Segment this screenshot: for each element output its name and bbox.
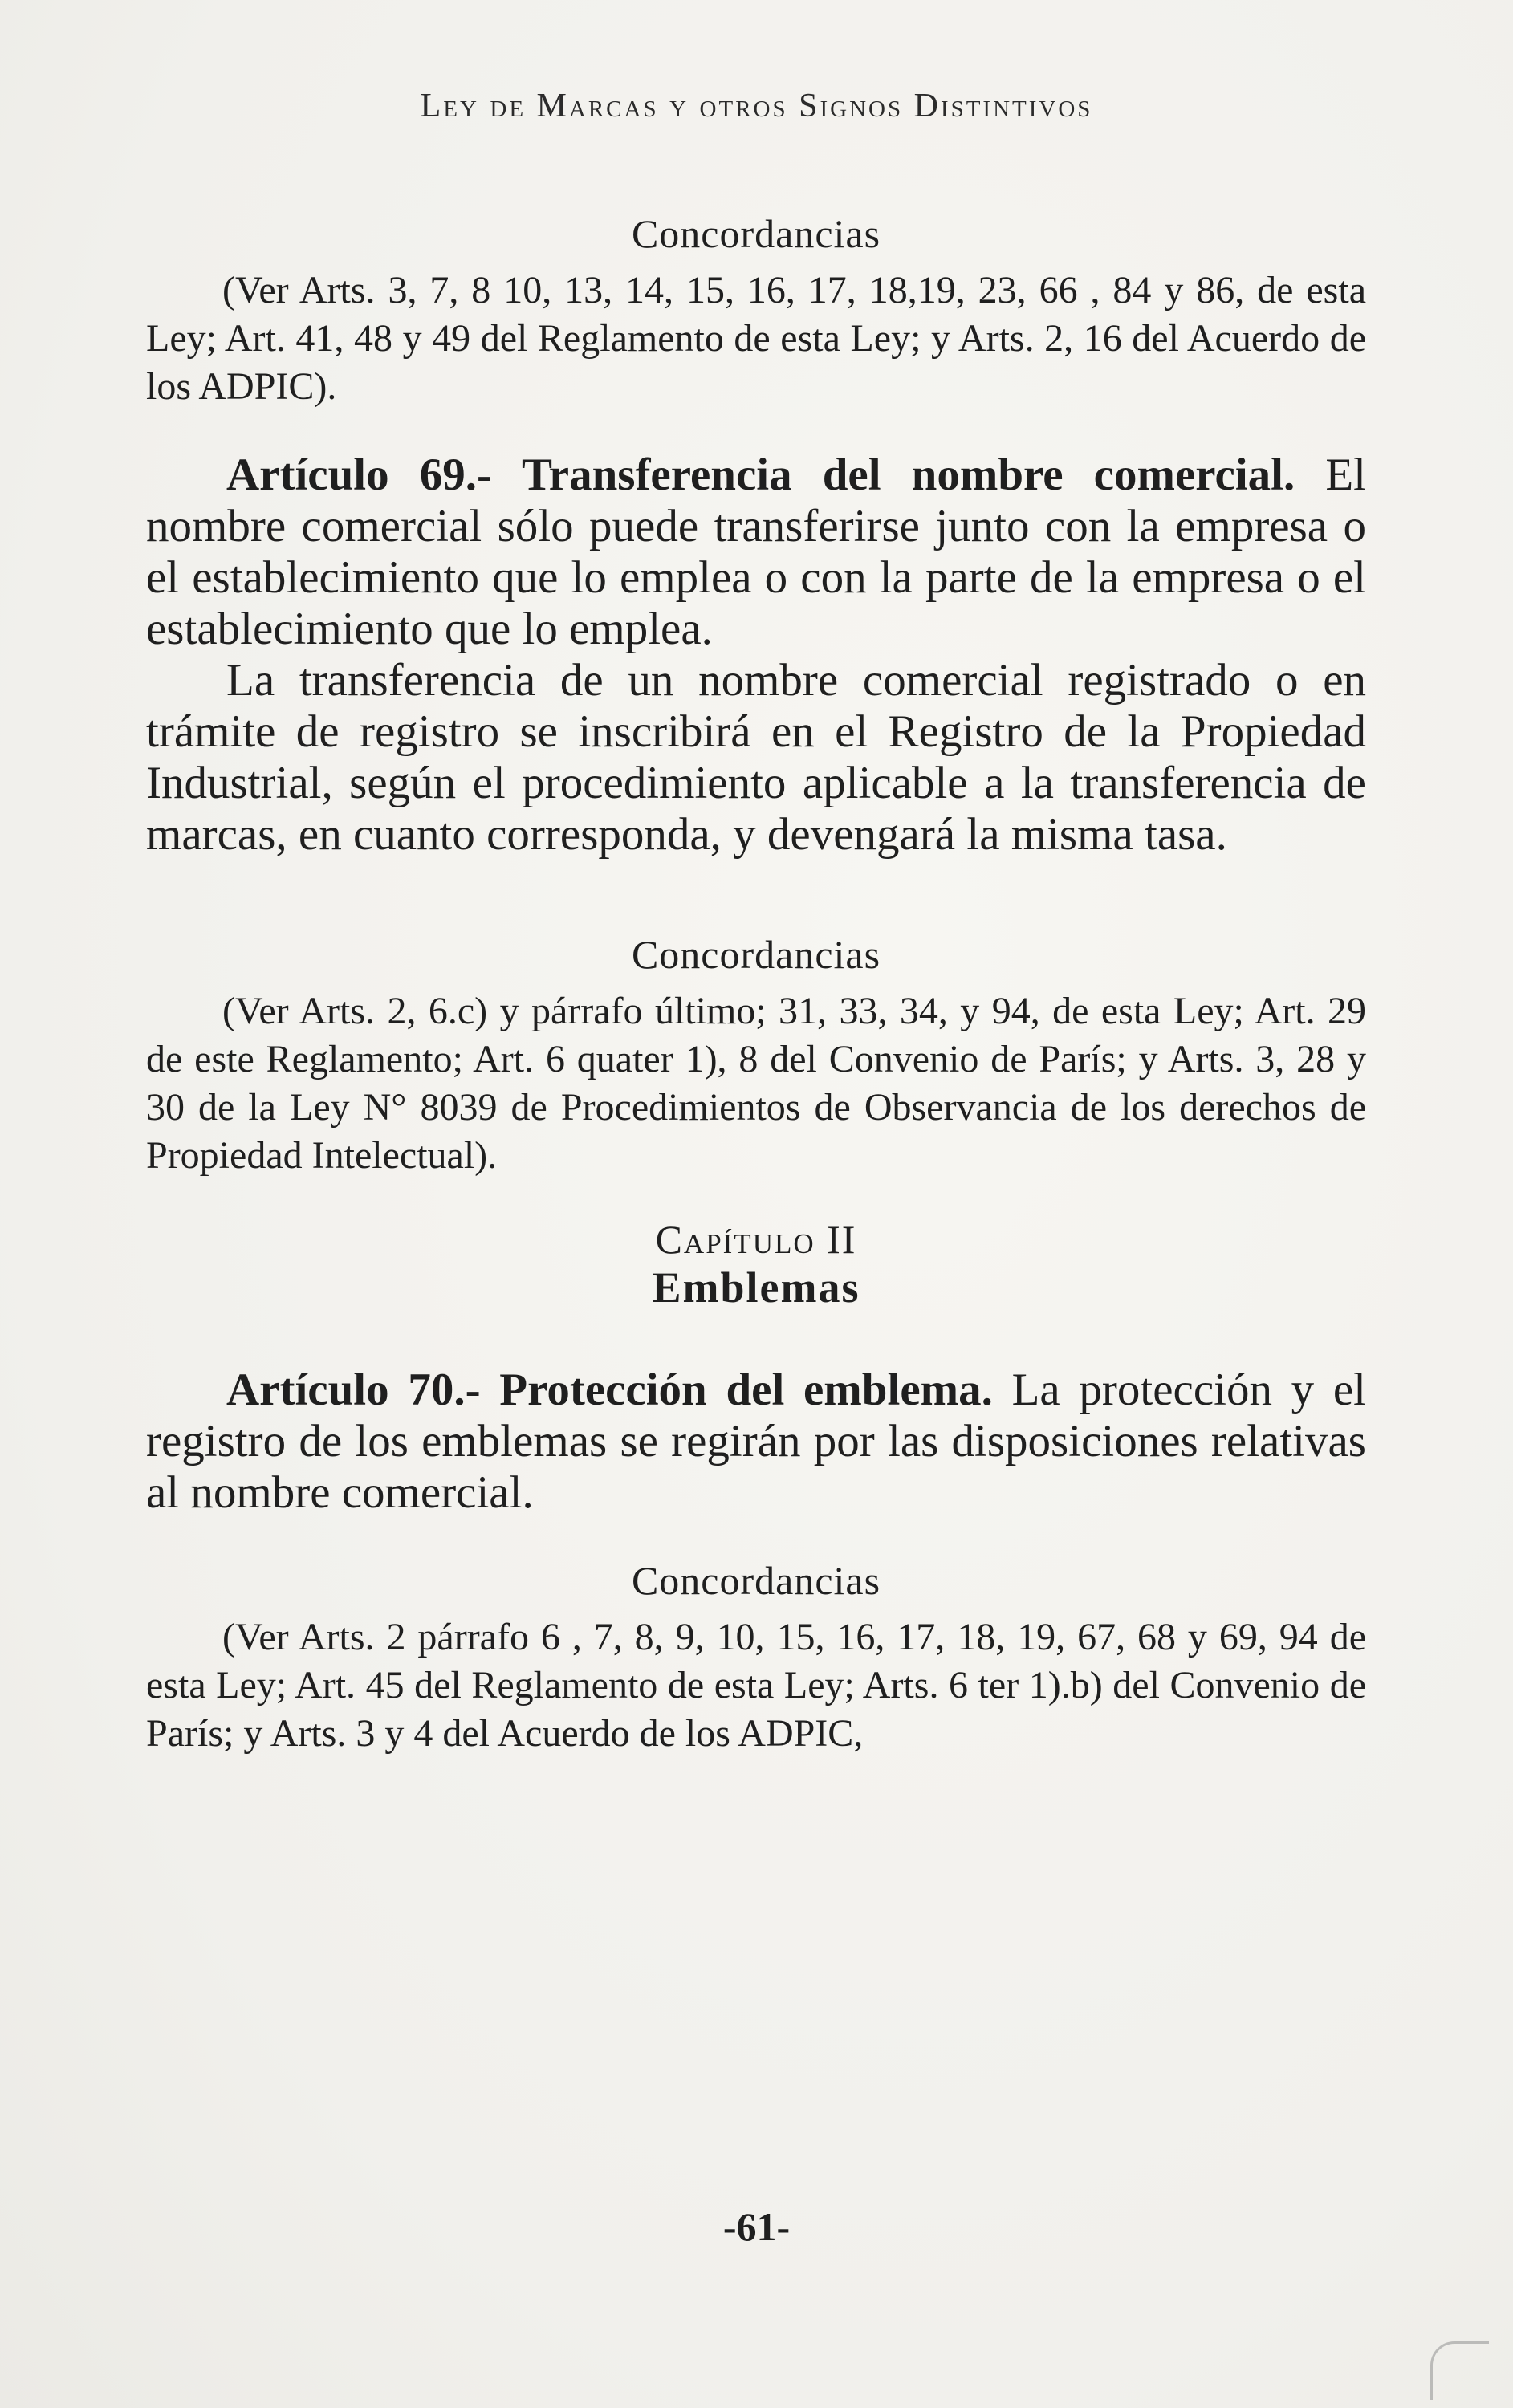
concordancias-title: Concordancias (631, 211, 881, 256)
article-69 (146, 449, 1366, 860)
article-69-paragraph-2: La transferencia de un nombre comercial registrado o en trámite de registro se inscribirá en el Registro de la Propiedad Industrial, según el procedimiento aplicable a la transferencia de marcas, en cuanto corresponda, y devengará la misma tasa. (146, 655, 1366, 860)
concordancias-body: (Ver Arts. 3, 7, 8 10, 13, 14, 15, 16, 17, 18,19, 23, 66 , 84 y 86, de esta Ley; Art. 41, 48 y 49 del Reglamento de esta Ley; y Arts. 2, 16 del Acuerdo de los ADPIC). (146, 269, 1366, 408)
chapter-label: Capítulo II (655, 1217, 857, 1262)
article-70-heading: Artículo 70.- Protección del emblema. (226, 1365, 993, 1415)
running-header: Ley de Marcas y otros Signos Distintivos (420, 87, 1093, 124)
page-corner-mark (1430, 2341, 1489, 2400)
concordancias-title: Concordancias (631, 932, 881, 977)
page-number: -61- (722, 2204, 791, 2249)
concordancias-title: Concordancias (631, 1558, 881, 1603)
chapter-heading (146, 1216, 1366, 1312)
article-70 (146, 1365, 1366, 1519)
article-69-paragraph-1 (146, 449, 1366, 655)
article-69-text-1: El nombre comercial sólo puede transferirse junto con la empresa o el establecimiento que lo emplea o con la parte de la empresa o el establecimiento que lo emplea. (146, 449, 1367, 654)
concordancias-body: (Ver Arts. 2, 6.c) y párrafo último; 31, 33, 34, y 94, de esta Ley; Art. 29 de este Reglamento; Art. 6 quater 1), 8 del Convenio de París; y Arts. 3, 28 y 30 de la Ley N° 8039 de Procedimientos de Observancia de los derechos de Propiedad Intelectual). (146, 990, 1366, 1177)
article-70-text-1: La protección y el registro de los emblemas se regirán por las disposiciones relativas al nombre comercial. (146, 1365, 1366, 1518)
article-69-heading: Artículo 69.- Transferencia del nombre comercial. (226, 449, 1295, 500)
concordancias-body: (Ver Arts. 2 párrafo 6 , 7, 8, 9, 10, 15, 16, 17, 18, 19, 67, 68 y 69, 94 de esta Ley; Art. 45 del Reglamento de esta Ley; Arts. 6 ter 1).b) del Convenio de París; y Arts. 3 y 4 del Acuerdo de los ADPIC, (146, 1616, 1366, 1755)
article-70-paragraph-1 (146, 1365, 1366, 1519)
concordancias-section-1 (146, 210, 1366, 411)
chapter-title: Emblemas (652, 1263, 860, 1312)
concordancias-section-3 (146, 1557, 1366, 1758)
concordancias-section-2 (146, 931, 1366, 1180)
